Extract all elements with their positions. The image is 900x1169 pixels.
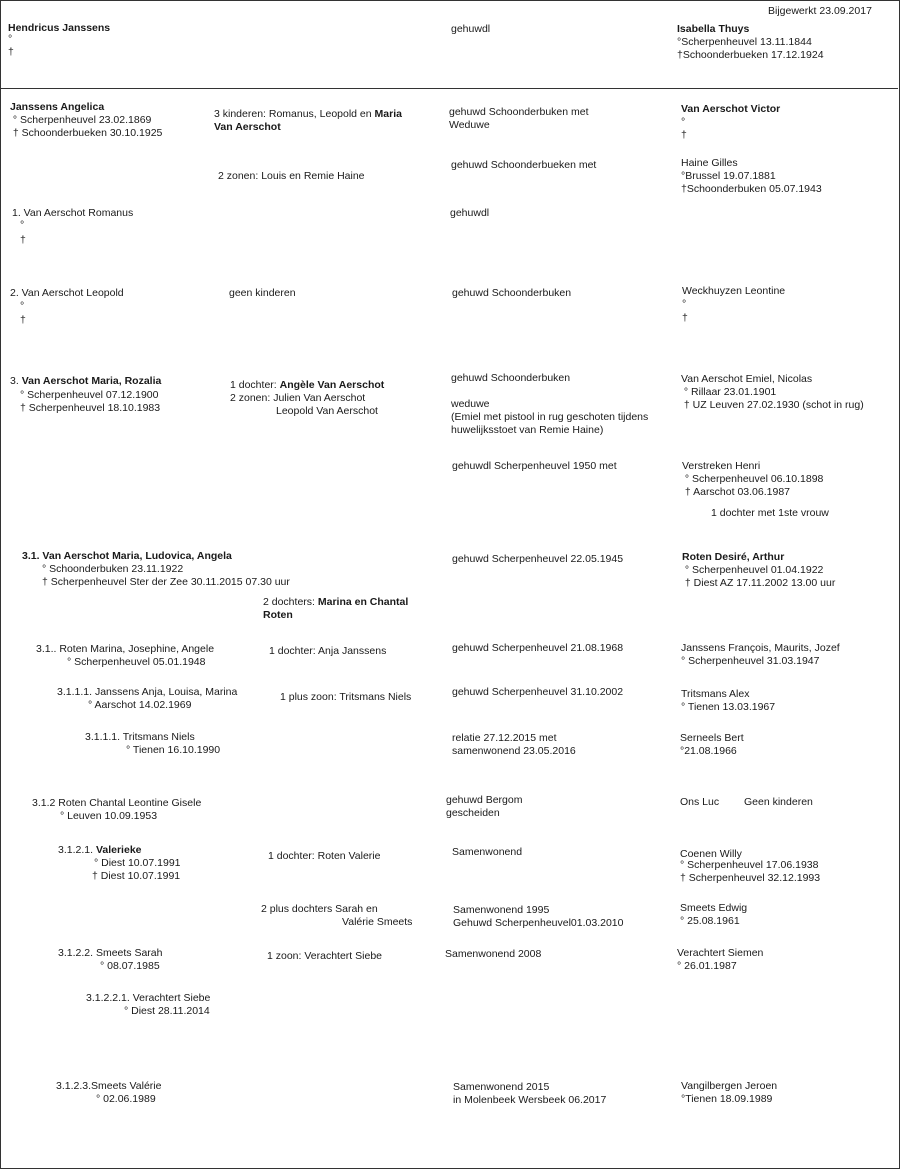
gilles-name: Haine Gilles <box>681 157 738 169</box>
siebe-birth: ° Diest 28.11.2014 <box>124 1005 210 1017</box>
hendricus-name: Hendricus Janssens <box>8 22 111 34</box>
desire-death: † Diest AZ 17.11.2002 13.00 uur <box>682 577 836 589</box>
isabella-birth: °Scherpenheuvel 13.11.1844 <box>677 36 812 48</box>
luc-name: Ons Luc <box>680 796 720 808</box>
angela-birth: ° Schoonderbuken 23.11.1922 <box>42 563 184 575</box>
sarah-birth: ° 08.07.1985 <box>100 960 160 972</box>
chantal-birth: ° Leuven 10.09.1953 <box>60 810 158 822</box>
valerie-relation: Samenwonend 2015 <box>453 1081 550 1093</box>
angela-relation: gehuwd Scherpenheuvel 22.05.1945 <box>452 553 624 565</box>
niels-name: 3.1.1.1. Tritsmans Niels <box>85 731 195 743</box>
hendricus-death: † <box>8 46 14 58</box>
angelica-name: Janssens Angelica <box>10 101 105 113</box>
romanus-birth: ° <box>20 219 25 231</box>
angelica-relation-2: gehuwd Schoonderbueken met <box>451 159 597 171</box>
victor-death: † <box>681 129 687 141</box>
bert-birth: °21.08.1966 <box>680 745 737 757</box>
luc-note: Geen kinderen <box>744 796 813 808</box>
niels-relation: relatie 27.12.2015 met <box>452 732 557 744</box>
marina-relation: gehuwd Scherpenheuvel 21.08.1968 <box>452 642 624 654</box>
angela-children-text: 2 dochters: <box>263 596 318 608</box>
anja-relation: gehuwd Scherpenheuvel 31.10.2002 <box>452 686 624 698</box>
leopold-children: geen kinderen <box>229 287 296 299</box>
isabella-death: †Schoonderbueken 17.12.1924 <box>677 49 824 61</box>
romanus-relation: gehuwdl <box>450 207 490 219</box>
niels-birth: ° Tienen 16.10.1990 <box>126 744 221 756</box>
valerieke-relation: Samenwonend <box>452 846 523 858</box>
siemen-birth: ° 26.01.1987 <box>677 960 737 972</box>
angelica-children <box>214 108 402 121</box>
gilles-death: †Schoonderbuken 05.07.1943 <box>681 183 822 195</box>
siebe-name: 3.1.2.2.1. Verachtert Siebe <box>86 992 211 1004</box>
francois-birth: ° Scherpenheuvel 31.03.1947 <box>681 655 820 667</box>
niels-relation-2: samenwonend 23.05.2016 <box>452 745 576 757</box>
maria-name <box>10 375 161 388</box>
willy-name: Coenen Willy <box>680 848 742 860</box>
chantal-relation-2: gescheiden <box>446 807 500 819</box>
willy-birth: ° Scherpenheuvel 17.06.1938 <box>680 859 819 871</box>
maria-relation-note-3: huwelijksstoet van Remie Haine) <box>451 424 604 436</box>
smeets-relation-2: Gehuwd Scherpenheuvel01.03.2010 <box>453 917 624 929</box>
emiel-name: Van Aerschot Emiel, Nicolas <box>681 373 813 385</box>
gilles-birth: °Brussel 19.07.1881 <box>681 170 776 182</box>
marina-children: 1 dochter: Anja Janssens <box>269 645 387 657</box>
francois-name: Janssens François, Maurits, Jozef <box>681 642 840 654</box>
maria-children-1-text: 1 dochter: <box>230 379 280 391</box>
willy-death: † Scherpenheuvel 32.12.1993 <box>680 872 821 884</box>
angela-children-bold-2: Roten <box>263 609 293 621</box>
chantal-name: 3.1.2 Roten Chantal Leontine Gisele <box>32 797 202 809</box>
maria-relation-1: gehuwd Schoonderbuken <box>451 372 571 384</box>
valerie-birth: ° 02.06.1989 <box>96 1093 156 1105</box>
angelica-children-bold: Maria <box>374 108 402 120</box>
emiel-birth: ° Rillaar 23.01.1901 <box>681 386 777 398</box>
leopold-birth: ° <box>20 300 25 312</box>
smeets-children: 2 plus dochters Sarah en <box>261 903 378 915</box>
leontine-name: Weckhuyzen Leontine <box>682 285 786 297</box>
desire-birth: ° Scherpenheuvel 01.04.1922 <box>682 564 824 576</box>
victor-birth: ° <box>681 116 686 128</box>
leontine-birth: ° <box>682 298 687 310</box>
maria-children-2b: Leopold Van Aerschot <box>276 405 378 417</box>
maria-children-1 <box>230 379 384 392</box>
maria-children-1-bold: Angèle Van Aerschot <box>279 379 385 391</box>
romanus-name: 1. Van Aerschot Romanus <box>12 207 134 219</box>
bert-name: Serneels Bert <box>680 732 744 744</box>
smeets-relation: Samenwonend 1995 <box>453 904 550 916</box>
header-divider <box>1 88 898 89</box>
henri-death: † Aarschot 03.06.1987 <box>682 486 790 498</box>
leopold-death: † <box>20 314 26 326</box>
hendricus-birth: ° <box>8 33 13 45</box>
henri-name: Verstreken Henri <box>682 460 761 472</box>
marina-name: 3.1.. Roten Marina, Josephine, Angele <box>36 643 215 655</box>
angelica-relation-1: gehuwd Schoonderbuken met <box>449 106 589 118</box>
angelica-children-bold-2: Van Aerschot <box>214 121 281 133</box>
maria-name-bold: Van Aerschot Maria, Rozalia <box>21 375 162 387</box>
angelica-children-2: 2 zonen: Louis en Remie Haine <box>218 170 365 182</box>
valerieke-name <box>58 844 142 857</box>
jeroen-name: Vangilbergen Jeroen <box>681 1080 778 1092</box>
leopold-name: 2. Van Aerschot Leopold <box>10 287 124 299</box>
valerieke-birth: ° Diest 10.07.1991 <box>94 857 181 869</box>
valerie-relation-2: in Molenbeek Wersbeek 06.2017 <box>453 1094 607 1106</box>
valerieke-death: † Diest 10.07.1991 <box>92 870 181 882</box>
valerieke-name-bold: Valerieke <box>95 844 142 856</box>
angelica-relation-1-note: Weduwe <box>449 119 490 131</box>
marina-birth: ° Scherpenheuvel 05.01.1948 <box>67 656 206 668</box>
angela-name: 3.1. Van Aerschot Maria, Ludovica, Angela <box>22 550 232 562</box>
angelica-birth: ° Scherpenheuvel 23.02.1869 <box>10 114 152 126</box>
smeets-children-2: Valérie Smeets <box>342 916 413 928</box>
emiel-death: † UZ Leuven 27.02.1930 (schot in rug) <box>681 399 864 411</box>
maria-death: † Scherpenheuvel 18.10.1983 <box>20 402 161 414</box>
valerieke-prefix: 3.1.2.1. <box>58 844 96 856</box>
sarah-name: 3.1.2.2. Smeets Sarah <box>58 947 163 959</box>
maria-birth: ° Scherpenheuvel 07.12.1900 <box>20 389 159 401</box>
henri-note: 1 dochter met 1ste vrouw <box>711 507 829 519</box>
anja-children: 1 plus zoon: Tritsmans Niels <box>280 691 412 703</box>
siemen-name: Verachtert Siemen <box>677 947 764 959</box>
chantal-relation: gehuwd Bergom <box>446 794 523 806</box>
leopold-relation: gehuwd Schoonderbuken <box>452 287 572 299</box>
maria-prefix: 3. <box>10 375 22 387</box>
desire-name: Roten Desiré, Arthur <box>682 551 785 563</box>
victor-name: Van Aerschot Victor <box>681 103 781 115</box>
angelica-children-text: 3 kinderen: Romanus, Leopold en <box>214 108 375 120</box>
edwig-name: Smeets Edwig <box>680 902 748 914</box>
maria-relation-2: gehuwdl Scherpenheuvel 1950 met <box>452 460 617 472</box>
isabella-name: Isabella Thuys <box>677 23 750 35</box>
alex-name: Tritsmans Alex <box>681 688 750 700</box>
valerie-name: 3.1.2.3.Smeets Valérie <box>56 1080 162 1092</box>
angela-children-bold: Marina en Chantal <box>317 596 409 608</box>
alex-birth: ° Tienen 13.03.1967 <box>681 701 776 713</box>
jeroen-birth: °Tienen 18.09.1989 <box>681 1093 773 1105</box>
romanus-death: † <box>20 234 26 246</box>
henri-birth: ° Scherpenheuvel 06.10.1898 <box>682 473 824 485</box>
valerieke-children: 1 dochter: Roten Valerie <box>268 850 381 862</box>
leontine-death: † <box>682 312 688 324</box>
maria-relation-note-1: weduwe <box>451 398 490 410</box>
sarah-children: 1 zoon: Verachtert Siebe <box>267 950 382 962</box>
updated-date: Bijgewerkt 23.09.2017 <box>768 5 872 17</box>
sarah-relation: Samenwonend 2008 <box>445 948 542 960</box>
hendricus-relation: gehuwdl <box>451 23 491 35</box>
edwig-birth: ° 25.08.1961 <box>680 915 740 927</box>
maria-relation-note-2: (Emiel met pistool in rug geschoten tijdens <box>451 411 649 423</box>
angela-death: † Scherpenheuvel Ster der Zee 30.11.2015 07.30 uur <box>42 576 290 588</box>
angelica-death: † Schoonderbueken 30.10.1925 <box>10 127 163 139</box>
angela-children <box>263 596 408 609</box>
maria-children-2: 2 zonen: Julien Van Aerschot <box>230 392 366 404</box>
anja-birth: ° Aarschot 14.02.1969 <box>88 699 192 711</box>
anja-name: 3.1.1.1. Janssens Anja, Louisa, Marina <box>57 686 238 698</box>
